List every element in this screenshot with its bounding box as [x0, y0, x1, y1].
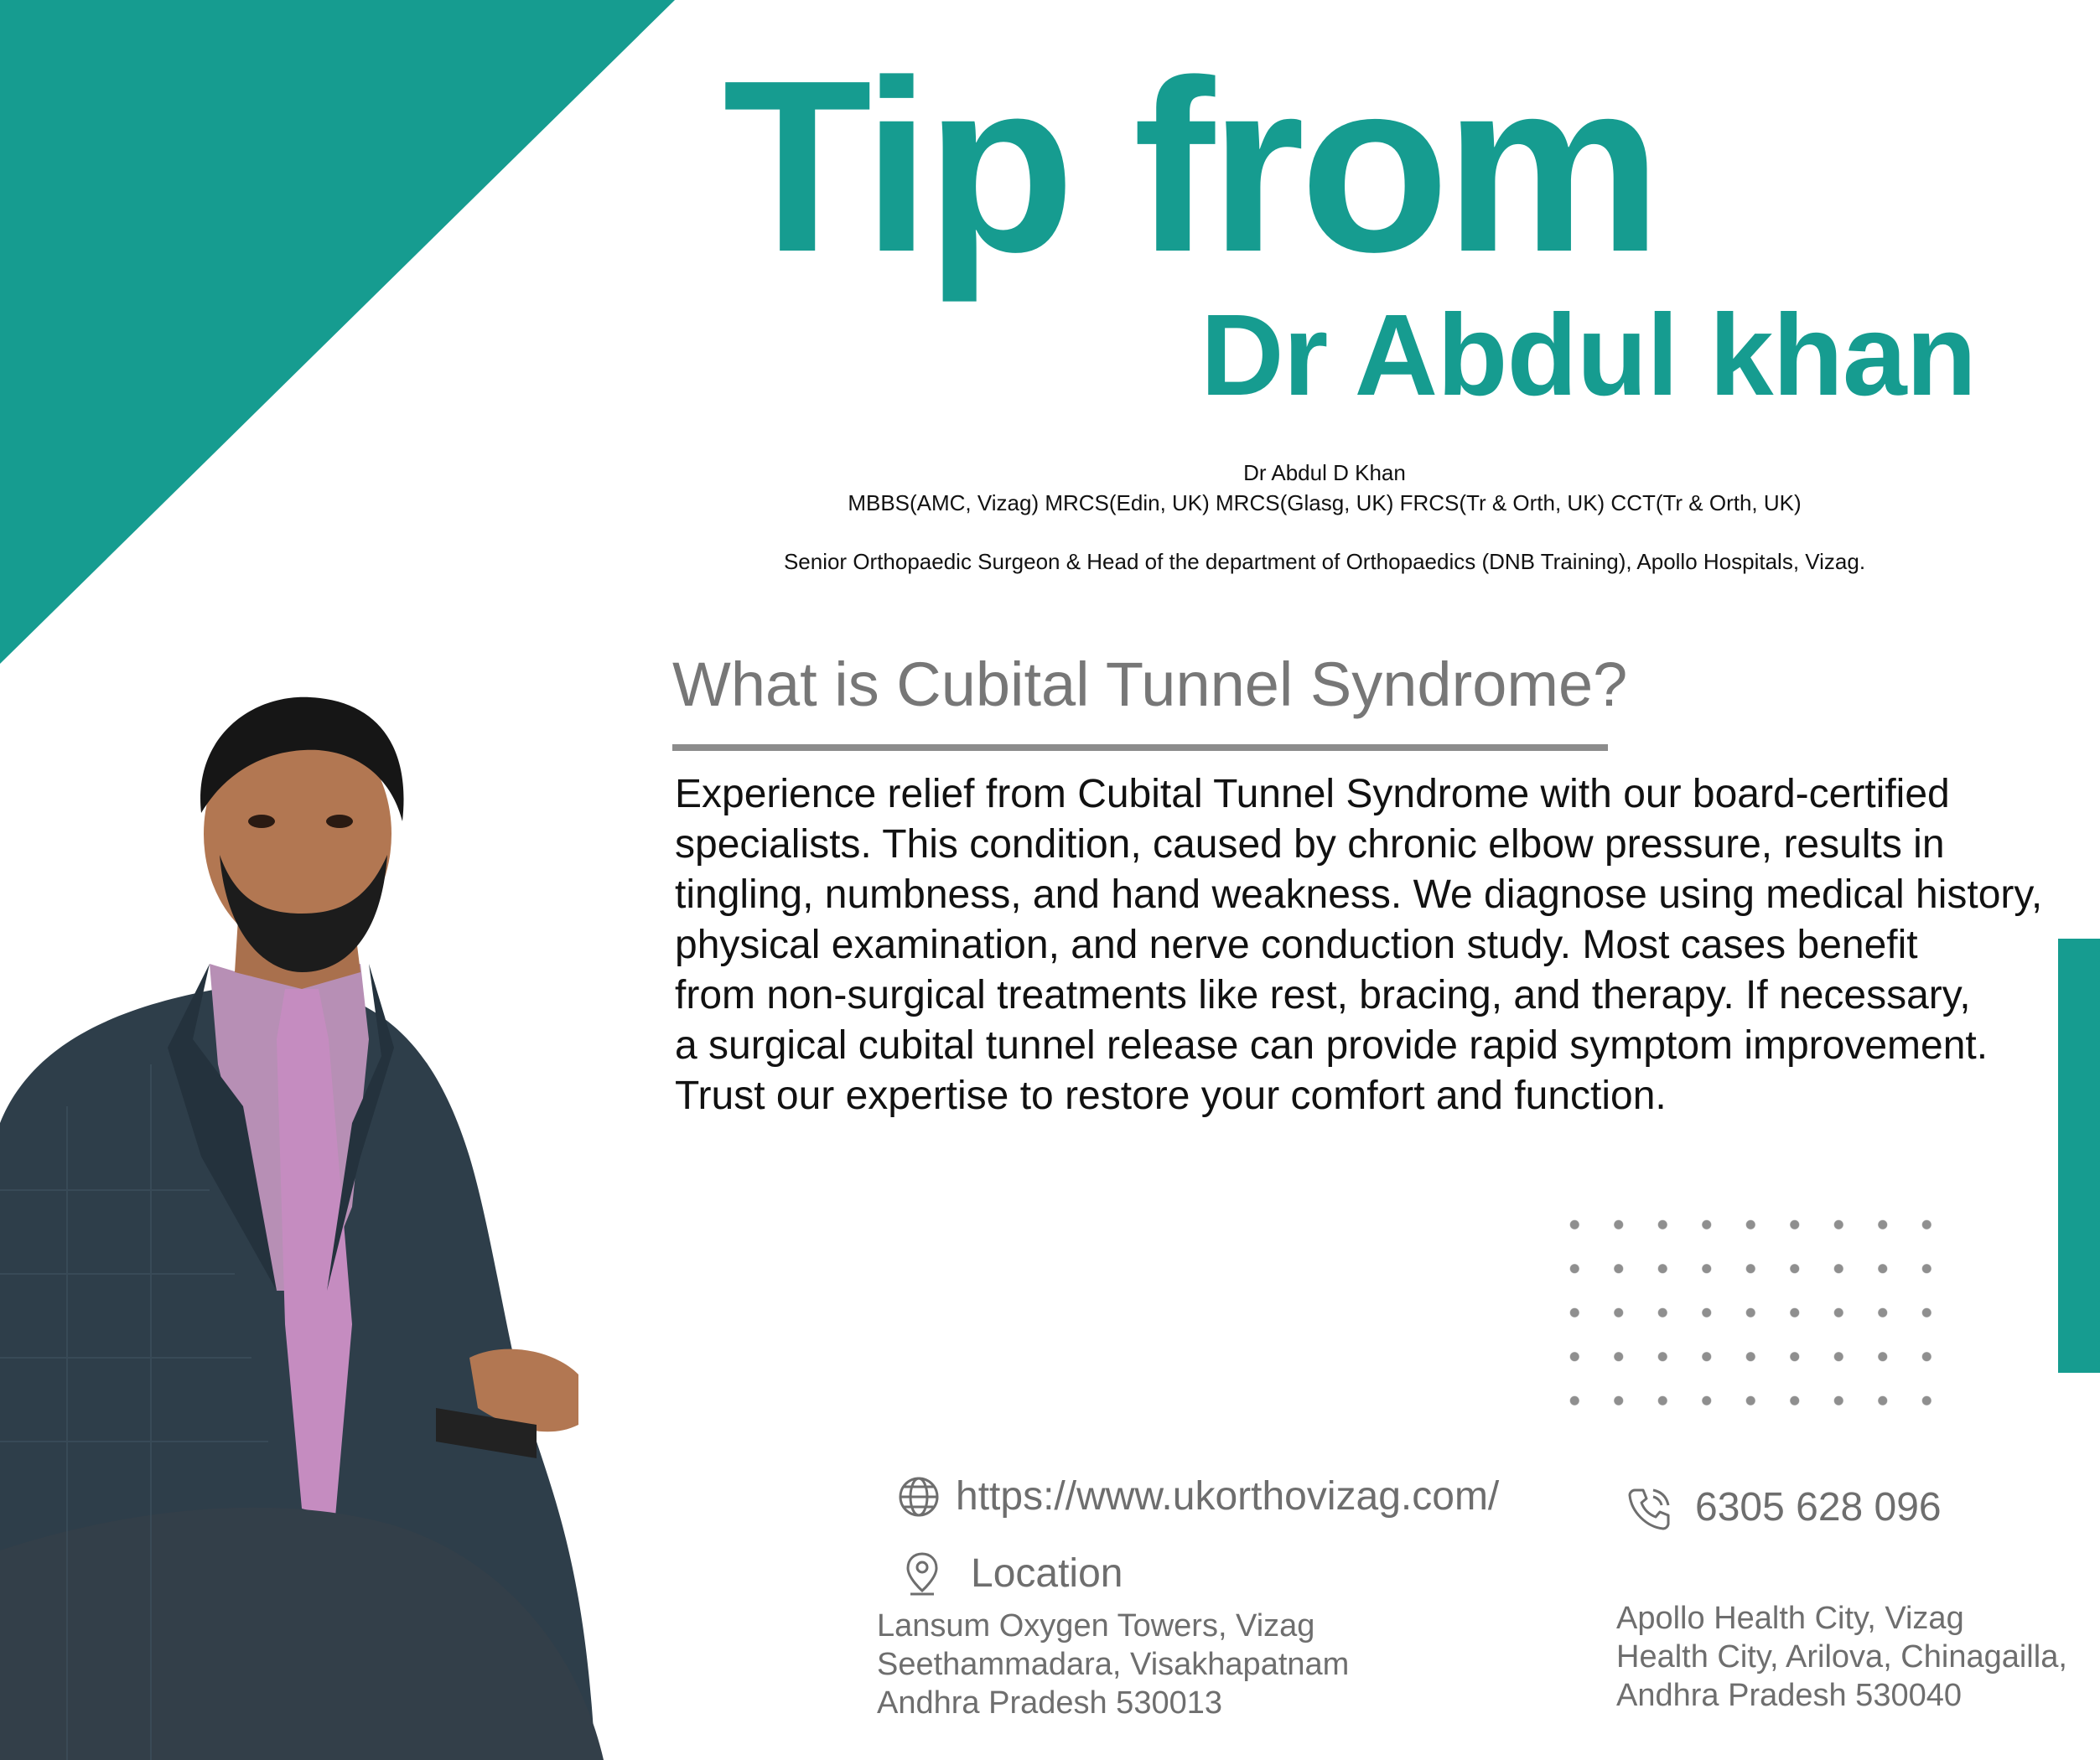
location-label: Location	[971, 1551, 1123, 1596]
doctor-photo	[0, 687, 604, 1760]
phone-icon	[1626, 1485, 1673, 1532]
credentials-degrees: MBBS(AMC, Vizag) MRCS(Edin, UK) MRCS(Glasg, UK) FRCS(Tr & Orth, UK) CCT(Tr & Orth, UK)	[848, 490, 1802, 515]
article-question-heading: What is Cubital Tunnel Syndrome?	[672, 650, 1628, 719]
title-tip-from: Tip from	[723, 29, 1657, 303]
address-line: Andhra Pradesh 530013	[877, 1685, 1222, 1721]
heading-underline	[672, 744, 1608, 751]
article-body-line: a surgical cubital tunnel release can provide rapid symptom improvement.	[675, 1023, 1989, 1068]
address-line: Seethammadara, Visakhapatnam	[877, 1647, 1350, 1682]
article-body-line: specialists. This condition, caused by chronic elbow pressure, results in	[675, 822, 1945, 867]
phone-number[interactable]: 6305 628 096	[1695, 1485, 1942, 1530]
website-link[interactable]: https://www.ukorthovizag.com/	[956, 1474, 1500, 1519]
article-body-line: tingling, numbness, and hand weakness. We diagnose using medical history,	[675, 872, 2043, 917]
address-lansum	[877, 1607, 1349, 1722]
corner-triangle-decoration	[0, 0, 679, 666]
credentials-position: Senior Orthopaedic Surgeon & Head of the department of Orthopaedics (DNB Training), Apollo Hospitals, Vizag.	[783, 549, 1866, 574]
address-line: Health City, Arilova, Chinagailla,	[1616, 1639, 2067, 1675]
dot-grid-decoration	[1553, 1203, 1957, 1421]
location-pin-icon	[904, 1550, 941, 1597]
address-line: Lansum Oxygen Towers, Vizag	[877, 1608, 1315, 1644]
article-body-line: Experience relief from Cubital Tunnel Syndrome with our board-certified	[675, 772, 1950, 816]
address-apollo	[1616, 1599, 2067, 1715]
address-line: Apollo Health City, Vizag	[1616, 1601, 1964, 1636]
credentials-name: Dr Abdul D Khan	[1243, 460, 1406, 485]
article-body-line: Trust our expertise to restore your comfort and function.	[675, 1074, 1667, 1118]
globe-icon	[897, 1475, 941, 1519]
title-doctor-name: Dr Abdul khan	[1200, 291, 1976, 420]
article-body-line: from non-surgical treatments like rest, bracing, and therapy. If necessary,	[675, 973, 1971, 1017]
article-body-line: physical examination, and nerve conduction study. Most cases benefit	[675, 923, 1918, 967]
article-body	[675, 769, 2092, 1121]
address-line: Andhra Pradesh 530040	[1616, 1678, 1962, 1713]
